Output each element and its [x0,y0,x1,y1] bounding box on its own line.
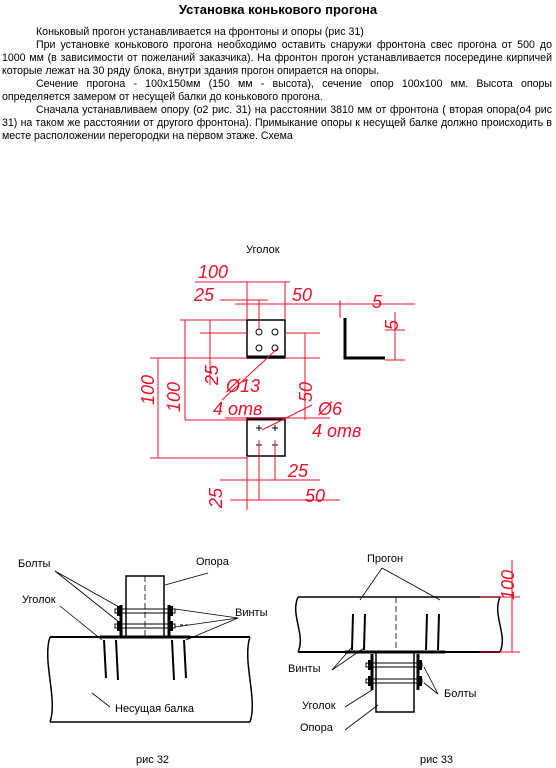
dim-25-left: 25 [202,364,222,385]
dim-100-left-2: 100 [164,381,184,412]
dim-50-bottom: 50 [305,486,326,506]
fig32-caption: рис 32 [136,754,170,766]
hole-6-label: Ø6 [318,399,343,419]
ugolok-title: Уголок [246,244,280,256]
holes-4-label-a: 4 отв [213,399,263,419]
dim-50-mid: 50 [296,381,316,402]
fig33-bolts-label: Болты [444,688,477,700]
dim-25-top: 25 [194,285,215,305]
paragraph: Коньковый прогон устанавливается на фронтоны и опоры (рис 31) [36,26,364,38]
fig32-screws-label: Винты [235,607,268,619]
fig32-angle-label: Уголок [22,594,56,606]
fig33-support-column [376,652,414,712]
fig33-screws-label: Винты [288,663,321,675]
paragraph: При установке конькового прогона необходимо оставить снаружи фронтона свес прогона от 500 до 1000 мм (в зависимости от пожеланий заказчика). На фронтон прогон устанавливается посередине кирпичей которые лежат на 30 ряду блока, внутри здания прогон опирается на опоры. [2,39,552,77]
fig33-caption: рис 33 [420,754,454,766]
dim-100-top: 100 [198,262,229,282]
fig32-support-label: Опора [196,556,229,568]
dim-5-a: 5 [372,292,383,312]
page-title: Установка конькового прогона [178,2,378,17]
dim-25-bottom: 25 [288,461,309,481]
fig32-beam-label: Несущая балка [115,703,194,715]
paragraph: Сначала устанавливаем опору (о2 рис. 31) на расстоянии 3810 мм от фронтона ( вторая опора(о4 рис 31) на таком же расстоянии от другого фронтона). Примыкание опоры к несущей балке должно происходить в месте расположении перегородки на первом этаже. Схема [2,104,552,142]
fig33-purlin-label: Прогон [367,553,404,565]
dim-50-top: 50 [292,285,313,305]
fig33-dim-100: 100 [498,569,518,600]
fig33-support-label: Опора [300,722,333,734]
hole-13-label: Ø13 [226,376,261,396]
dim-100-left: 100 [138,374,158,405]
dim-25-bottom-2: 25 [206,487,226,508]
holes-4-label-b: 4 отв [312,421,362,441]
dim-5-b: 5 [382,319,402,330]
fig32-bolts-label: Болты [18,558,51,570]
fig33-angle-label: Уголок [302,700,336,712]
paragraph: Сечение прогона - 100х150мм (150 мм - высота), сечение опор 100х100 мм. Высота опоры определяется замером от несущей балки до конькового прогона. [2,78,552,103]
